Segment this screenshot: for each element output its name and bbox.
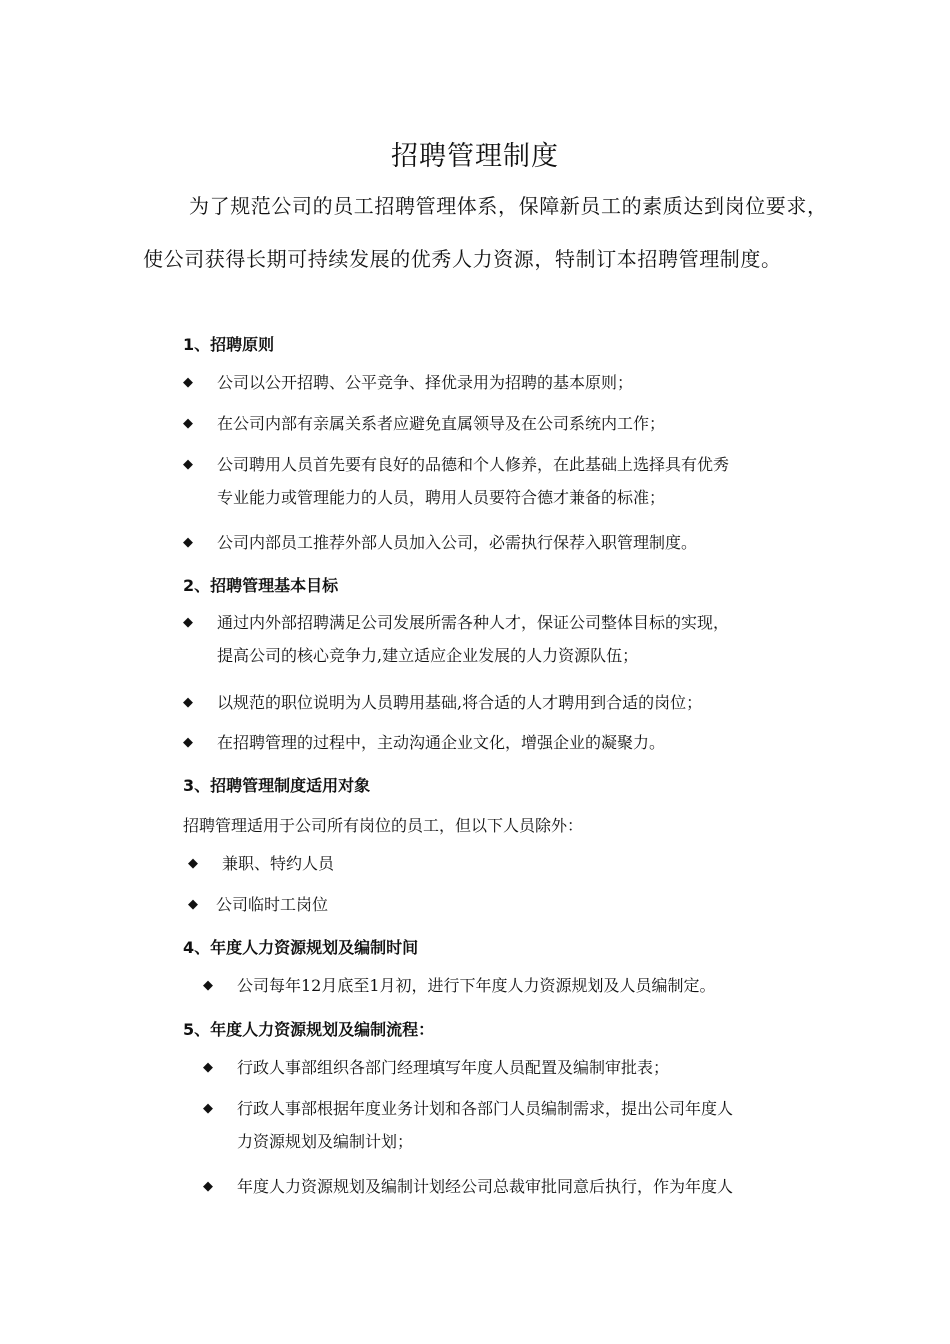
diamond-bullet-icon: ◆ bbox=[183, 416, 193, 431]
intro-paragraph: 为了规范公司的员工招聘管理体系，保障新员工的素质达到岗位要求，使公司获得长期可持续发展的优秀人力资源，特制订本招聘管理制度。 bbox=[143, 194, 828, 271]
section-heading-3: 3、招聘管理制度适用对象 bbox=[183, 776, 371, 795]
diamond-bullet-icon: ◆ bbox=[203, 1101, 213, 1116]
page-title: 招聘管理制度 bbox=[391, 141, 559, 172]
list-item: ◆ 兼职、特约人员 bbox=[188, 847, 334, 880]
section-heading-1: 1、招聘原则 bbox=[183, 335, 275, 354]
diamond-bullet-icon: ◆ bbox=[183, 735, 193, 750]
section-heading-4: 4、年度人力资源规划及编制时间 bbox=[183, 938, 419, 957]
list-item: ◆ 公司每年12月底至1月初，进行下年度人力资源规划及人员编制定。 bbox=[203, 969, 716, 1002]
diamond-bullet-icon: ◆ bbox=[183, 615, 193, 630]
list-item: ◆ 公司以公开招聘、公平竞争、择优录用为招聘的基本原则； bbox=[183, 366, 633, 399]
section-heading-2: 2、招聘管理基本目标 bbox=[183, 576, 339, 595]
diamond-bullet-icon: ◆ bbox=[183, 375, 193, 390]
list-item: ◆ 行政人事部组织各部门经理填写年度人员配置及编制审批表； bbox=[203, 1051, 669, 1084]
list-item: ◆ 年度人力资源规划及编制计划经公司总裁审批同意后执行，作为年度人 bbox=[203, 1170, 733, 1203]
diamond-bullet-icon: ◆ bbox=[203, 1060, 213, 1075]
section-heading-5: 5、年度人力资源规划及编制流程： bbox=[183, 1020, 435, 1039]
section-paragraph: 招聘管理适用于公司所有岗位的员工，但以下人员除外： bbox=[183, 816, 584, 835]
diamond-bullet-icon: ◆ bbox=[183, 457, 193, 472]
list-item: ◆ 公司临时工岗位 bbox=[188, 888, 328, 921]
diamond-bullet-icon: ◆ bbox=[203, 978, 213, 993]
list-item: ◆ 以规范的职位说明为人员聘用基础,将合适的人才聘用到合适的岗位； bbox=[183, 686, 702, 719]
diamond-bullet-icon: ◆ bbox=[188, 897, 198, 912]
diamond-bullet-icon: ◆ bbox=[203, 1179, 213, 1194]
diamond-bullet-icon: ◆ bbox=[183, 695, 193, 710]
list-item: ◆ 行政人事部根据年度业务计划和各部门人员编制需求，提出公司年度人 力资源规划及编制计划； bbox=[203, 1092, 733, 1158]
list-item: ◆ 公司内部员工推荐外部人员加入公司，必需执行保荐入职管理制度。 bbox=[183, 526, 697, 559]
list-item: ◆ 在招聘管理的过程中，主动沟通企业文化，增强企业的凝聚力。 bbox=[183, 726, 665, 759]
list-item: ◆ 公司聘用人员首先要有良好的品德和个人修养，在此基础上选择具有优秀 专业能力或管理能力的人员，聘用人员要符合德才兼备的标准； bbox=[183, 448, 729, 514]
list-item: ◆ 通过内外部招聘满足公司发展所需各种人才，保证公司整体目标的实现， 提高公司的核心竞争力,建立适应企业发展的人力资源队伍； bbox=[183, 606, 729, 672]
diamond-bullet-icon: ◆ bbox=[183, 535, 193, 550]
list-item: ◆ 在公司内部有亲属关系者应避免直属领导及在公司系统内工作； bbox=[183, 407, 665, 440]
diamond-bullet-icon: ◆ bbox=[188, 856, 198, 871]
